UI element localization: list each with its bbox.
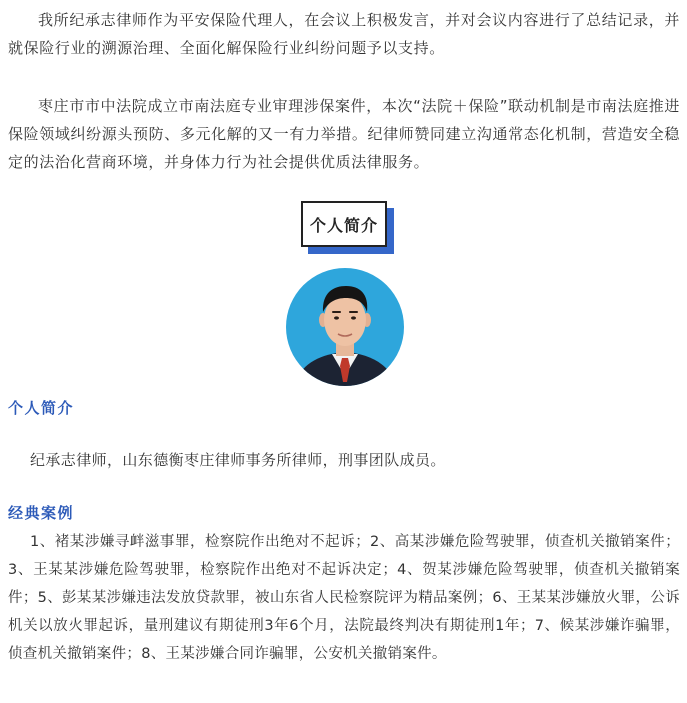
badge-label: 个人简介 (301, 201, 387, 247)
profile-section-title: 个人简介 (8, 399, 75, 417)
profile-heading-badge (301, 201, 387, 247)
article-paragraph-1: 我所纪承志律师作为平安保险代理人，在会议上积极发言，并对会议内容进行了总结记录，并就保险行业的溯源治理、全面化解保险行业纠纷问题予以支持。 (8, 11, 680, 57)
portrait-illustration (286, 268, 404, 386)
cases-text: 1、褚某涉嫌寻衅滋事罪，检察院作出绝对不起诉；2、高某涉嫌危险驾驶罪，侦查机关撤销案件；3、王某某涉嫌危险驾驶罪，检察院作出绝对不起诉决定；4、贺某涉嫌危险驾驶罪，侦查机关撤销案件；5、彭某某涉嫌违法发放贷款罪，被山东省人民检察院评为精品案例；6、王某某涉嫌放火罪，公诉机关以放火罪起诉，量刑建议有期徒刑3年6个月，法院最终判决有期徒刑1年；7、候某涉嫌诈骗罪，侦查机关撤销案件；8、王某涉嫌合同诈骗罪，公安机关撤销案件。 (8, 534, 680, 662)
article-paragraph-2: 枣庄市市中法院成立市南法庭专业审理涉保案件，本次“法院＋保险”联动机制是市南法庭推进保险领域纠纷源头预防、多元化解的又一有力举措。纪律师赞同建立沟通常态化机制，营造安全稳定的法治化营商环境，并身体力行为社会提供优质法律服务。 (8, 97, 680, 171)
cases-section-title: 经典案例 (8, 504, 75, 522)
profile-text: 纪承志律师，山东德衡枣庄律师事务所律师，刑事团队成员。 (30, 451, 446, 469)
lawyer-portrait (286, 268, 404, 386)
